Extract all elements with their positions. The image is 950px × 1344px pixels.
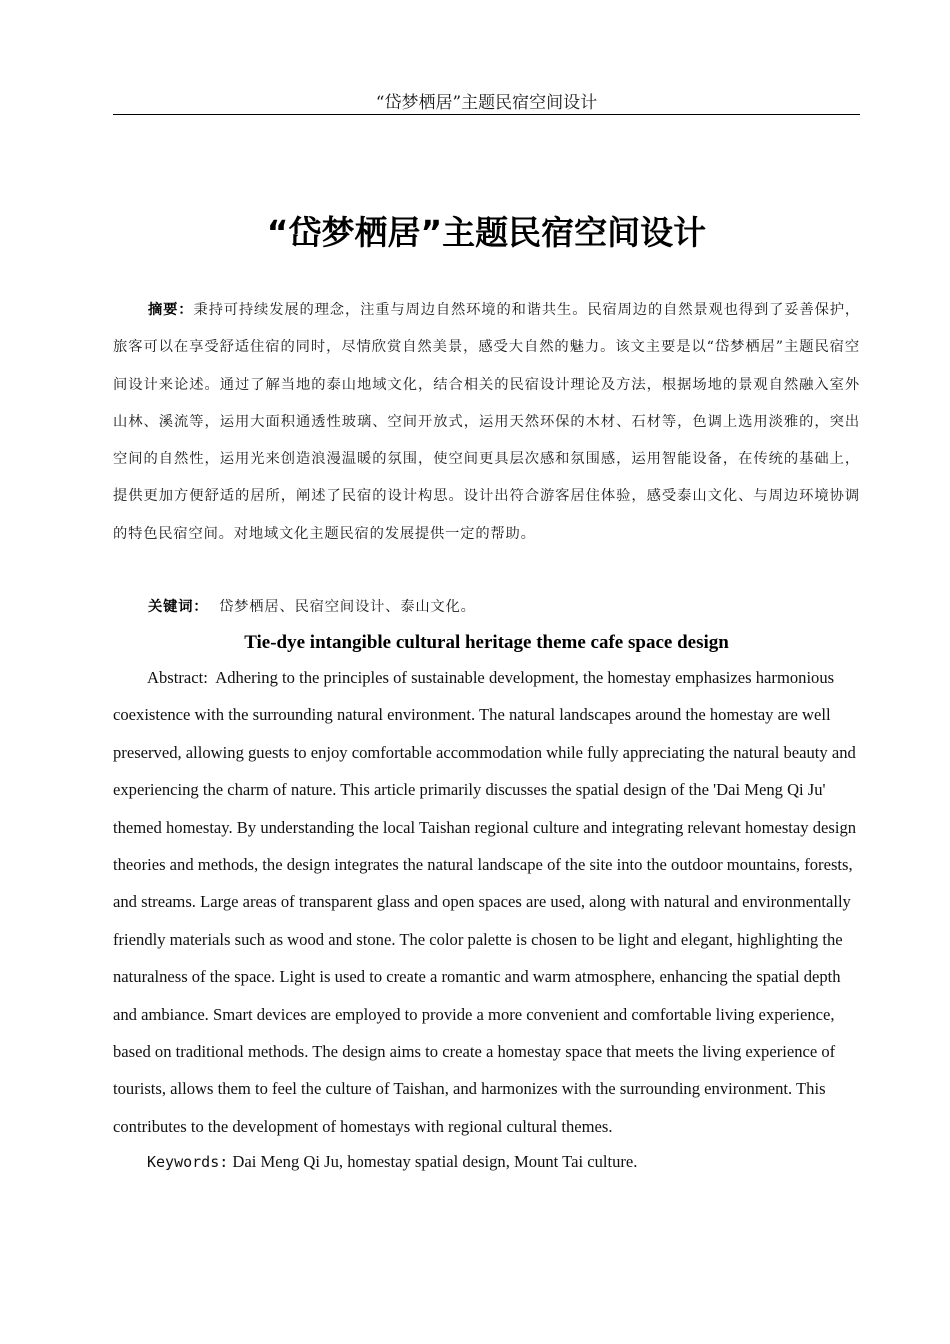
english-keywords-text: Dai Meng Qi Ju, homestay spatial design, Mount Tai culture. — [228, 1152, 638, 1171]
chinese-keywords-text: 岱梦栖居、民宿空间设计、泰山文化。 — [208, 599, 476, 615]
chinese-abstract — [113, 292, 860, 553]
chinese-keywords — [148, 589, 860, 626]
english-keywords — [147, 1143, 860, 1181]
chinese-abstract-text: 秉持可持续发展的理念，注重与周边自然环境的和谐共生。民宿周边的自然景观也得到了妥善保护，旅客可以在享受舒适住宿的同时，尽情欣赏自然美景，感受大自然的魅力。该文主要是以“岱梦栖居”主题民宿空间设计来论述。通过了解当地的泰山地域文化，结合相关的民宿设计理论及方法，根据场地的景观自然融入室外山林、溪流等，运用大面积通透性玻璃、空间开放式，运用天然环保的木材、石材等，色调上选用淡雅的，突出空间的自然性，运用光来创造浪漫温暖的氛围，使空间更具层次感和氛围感，运用智能设备，在传统的基础上，提供更加方便舒适的居所，阐述了民宿的设计构思。设计出符合游客居住体验，感受泰山文化、与周边环境协调的特色民宿空间。对地域文化主题民宿的发展提供一定的帮助。 — [113, 302, 860, 542]
chinese-keywords-label: 关键词： — [148, 599, 209, 615]
chinese-abstract-label: 摘要： — [148, 302, 194, 318]
english-abstract — [113, 659, 860, 1145]
document-title: “岱梦栖居”主题民宿空间设计 — [266, 213, 707, 252]
running-header: “岱梦栖居”主题民宿空间设计 — [375, 93, 598, 113]
english-abstract-text: Adhering to the principles of sustainable development, the homestay emphasizes harmonious coexistence with the surrounding natural environment. The natural landscapes around the homestay are well preserved, allowing guests to enjoy comfortable accommodation while fully appreciating the natural beauty and experiencing the charm of nature. This article primarily discusses the spatial design of the 'Dai Meng Qi Ju' themed homestay. By understanding the local Taishan regional culture and integrating relevant homestay design theories and methods, the design integrates the natural landscape of the site into the outdoor mountains, forests, and streams. Large areas of transparent glass and open spaces are used, along with natural and environmentally friendly materials such as wood and stone. The color palette is chosen to be light and elegant, highlighting the naturalness of the space. Light is used to create a romantic and warm atmosphere, enhancing the spatial depth and ambiance. Smart devices are employed to provide a more convenient and comfortable living experience, based on traditional methods. The design aims to create a homestay space that meets the living experience of tourists, allows them to feel the culture of Taishan, and harmonizes with the surrounding environment. This contributes to the development of homestays with regional cultural themes. — [113, 668, 857, 1136]
english-abstract-label: Abstract: — [147, 668, 216, 687]
english-title: Tie-dye intangible cultural heritage theme cafe space design — [244, 632, 729, 653]
header-rule — [113, 114, 860, 115]
english-keywords-label: Keywords: — [147, 1153, 229, 1171]
